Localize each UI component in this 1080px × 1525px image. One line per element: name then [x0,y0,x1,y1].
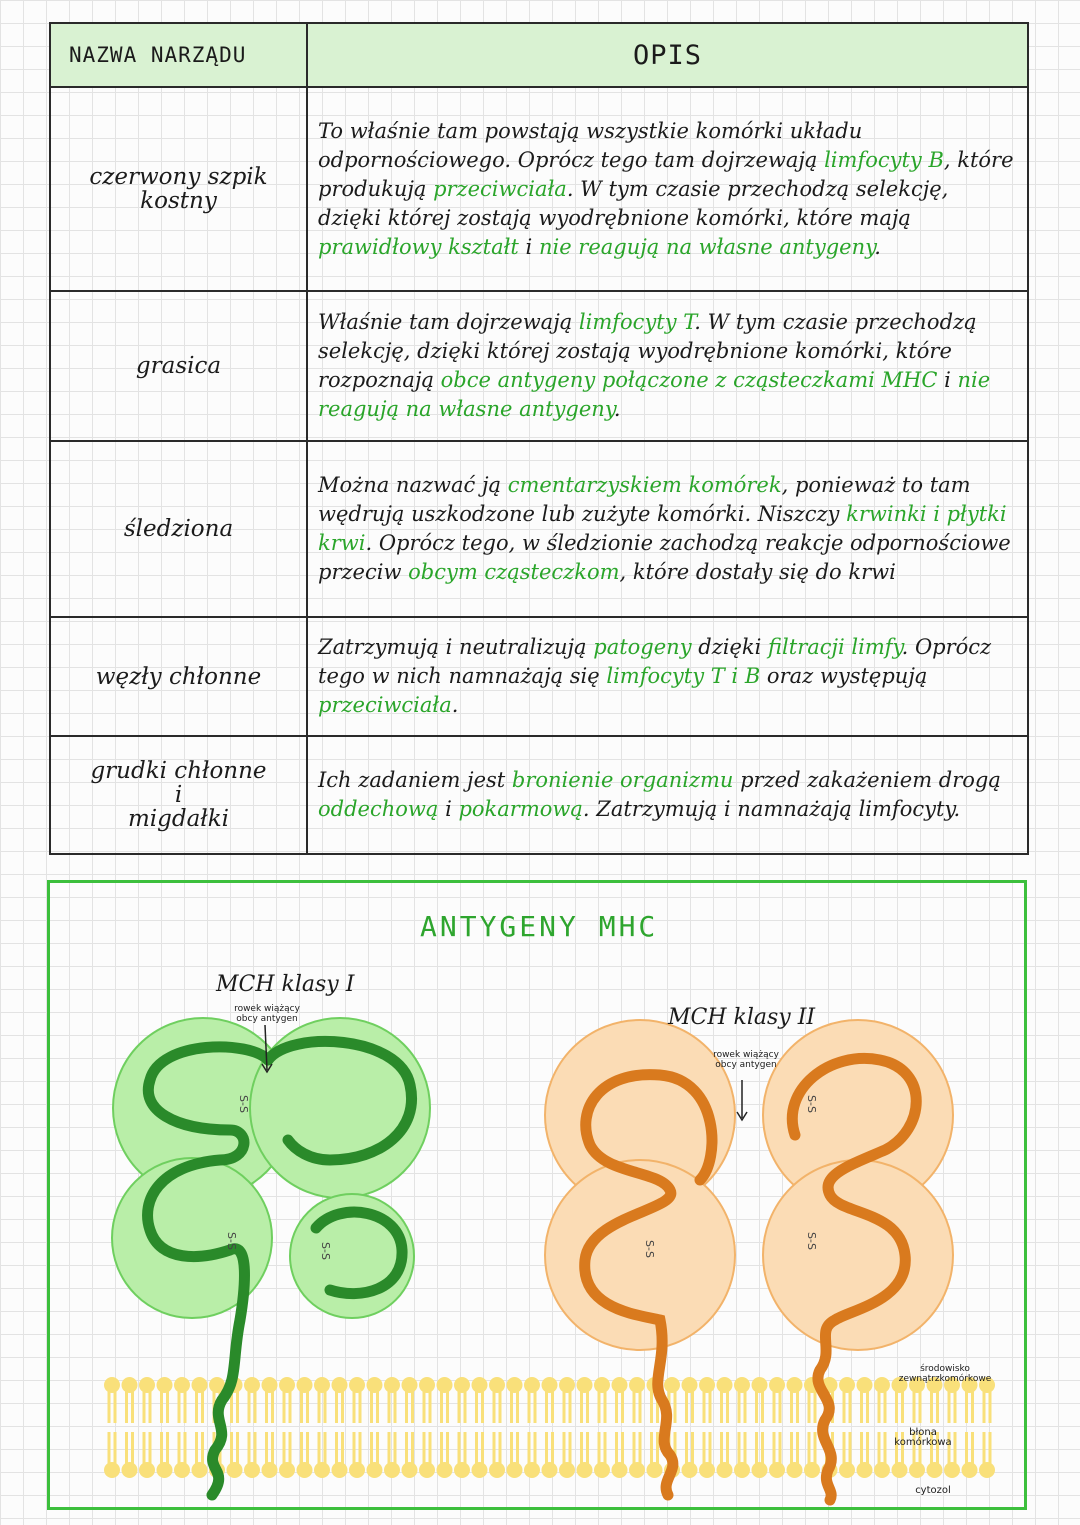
disulfide-bond-label: S-S [805,1095,818,1113]
highlight-term: prawidłowy kształt [318,234,519,259]
lipid-head [944,1462,960,1478]
extracellular-label [890,1364,1000,1384]
lipid-head [647,1462,663,1478]
lipid-head [524,1462,540,1478]
lipid-head [472,1462,488,1478]
lipid-head [699,1377,715,1393]
desc-text: . Zatrzymują i namnażają limfocyty. [582,797,961,821]
lipid-head [297,1462,313,1478]
mhc-title: ANTYGENY MHC [420,910,659,943]
organ-name-line: migdałki [127,806,230,832]
lipid-head [839,1462,855,1478]
lipid-head [174,1377,190,1393]
highlight-term: obcym cząsteczkom [408,560,620,584]
desc-text: , które produkują [318,147,1014,201]
lipid-head [262,1462,278,1478]
lipid-head [157,1377,173,1393]
desc-text: . Oprócz tego, w śledzionie zachodzą reakcje odpornościowe przeciw [318,531,1011,584]
lipid-head [262,1377,278,1393]
membrane-line: komórkowa [894,1437,952,1448]
lipid-head [629,1377,645,1393]
lipid-head [717,1462,733,1478]
lipid-head [559,1377,575,1393]
desc-text: przed zakażeniem drogą [733,768,1001,792]
lipid-head [979,1462,995,1478]
lipid-head [874,1462,890,1478]
mhc1-groove-label [232,1004,302,1024]
organ-name-line: kostny [140,188,217,214]
lipid-head [927,1462,943,1478]
desc-text: dzięki [691,635,769,659]
lipid-head [594,1462,610,1478]
lipid-head [612,1462,628,1478]
desc-text: , które dostały się do krwi [619,560,896,584]
desc-text: . [451,693,459,717]
lipid-head [892,1462,908,1478]
desc-text: . Oprócz tego w nich namnażają się [318,635,992,688]
desc-text: . W tym czasie przechodzą selekcję, dzięki której zostają wyodrębnione komórki, które rozpoznają [318,310,977,392]
lipid-head [139,1462,155,1478]
lipid-head [314,1377,330,1393]
organ-name-line: śledziona [123,516,234,542]
lipid-head [402,1377,418,1393]
cell-membrane [104,1377,995,1478]
organ-name-line: węzły chłonne [95,663,262,690]
lipid-head [349,1377,365,1393]
lipid-head [857,1377,873,1393]
highlight-term: limfocyty T i B [606,664,761,688]
lipid-head [419,1377,435,1393]
lipid-head [367,1377,383,1393]
lipid-head [367,1462,383,1478]
lipid-head [769,1377,785,1393]
disulfide-bond-label: S-S [225,1232,238,1250]
desc-text: . [613,397,621,421]
lipid-head [804,1462,820,1478]
lipid-head [297,1377,313,1393]
lipid-head [717,1377,733,1393]
lipid-head [472,1377,488,1393]
mhc2-groove-line: obcy antygen [715,1060,777,1070]
lipid-head [332,1462,348,1478]
highlight-term: cmentarzyskiem komórek [507,473,782,497]
lipid-head [752,1377,768,1393]
lipid-head [699,1462,715,1478]
lipid-head [489,1462,505,1478]
highlight-term: pokarmową [458,797,583,821]
lipid-head [962,1462,978,1478]
lipid-head [279,1462,295,1478]
lipid-head [104,1377,120,1393]
highlight-term: patogeny [593,635,692,659]
highlight-term: filtracji limfy [768,635,902,659]
desc-text: oraz występują [760,664,928,688]
lipid-head [734,1462,750,1478]
lipid-head [174,1462,190,1478]
header-desc: OPIS [307,23,1028,87]
header-name: NAZWA NARZĄDU [50,23,307,87]
highlight-term: przeciwciała [433,176,567,201]
mhc1-label: MCH klasy I [216,972,355,997]
lipid-head [314,1462,330,1478]
lipid-head [787,1462,803,1478]
highlight-term: bronienie organizmu [511,768,734,792]
lipid-head [244,1377,260,1393]
lipid-head [909,1462,925,1478]
desc-text: i [937,368,958,392]
highlight-term: nie reagują na własne antygeny [538,234,875,259]
highlight-term: nie reagują na własne antygeny [318,368,991,421]
membrane-label [888,1428,958,1448]
lipid-head [839,1377,855,1393]
lipid-head [559,1462,575,1478]
lipid-head [349,1462,365,1478]
lipid-head [384,1377,400,1393]
disulfide-bond-label: S-S [237,1095,250,1113]
desc-text: Ich zadaniem jest [318,768,512,792]
lipid-head [489,1377,505,1393]
lipid-head [122,1377,138,1393]
lipid-head [507,1462,523,1478]
disulfide-bond-label: S-S [805,1232,818,1250]
mhc2-domain [545,1160,735,1350]
desc-text: Zatrzymują i neutralizują [318,635,594,659]
organ-name-line: i [174,782,183,808]
desc-text: i [518,234,539,259]
disulfide-bond-label: S-S [319,1242,332,1260]
lipid-head [157,1462,173,1478]
mhc1-groove-line: rowek wiążący [234,1004,300,1014]
mhc-class-1-molecule [112,1018,430,1495]
lipid-head [524,1377,540,1393]
mhc1-groove-line: obcy antygen [236,1014,298,1024]
highlight-term: przeciwciała [318,693,452,717]
highlight-term: krwinki i płytki krwi [318,502,1007,555]
lipid-head [752,1462,768,1478]
lipid-head [437,1462,453,1478]
lipid-head [437,1377,453,1393]
lipid-head [577,1462,593,1478]
mhc2-groove-label [706,1050,786,1070]
highlight-term: limfocyty T [578,310,695,334]
disulfide-bond-label: S-S [643,1240,656,1258]
lipid-head [874,1377,890,1393]
lipid-head [734,1377,750,1393]
desc-text: , ponieważ to tam wędrują uszkodzone lub zużyte komórki. Niszczy [318,473,971,526]
highlight-term: obce antygeny połączone z cząsteczkami MHC [440,368,938,392]
desc-text: . [874,234,881,259]
membrane-line: błona [909,1427,937,1438]
desc-text: i [438,797,459,821]
lipid-head [122,1462,138,1478]
lipid-head [629,1462,645,1478]
lipid-head [244,1462,260,1478]
lipid-head [192,1377,208,1393]
lipid-head [384,1462,400,1478]
lipid-head [594,1377,610,1393]
lipid-head [454,1462,470,1478]
mhc2-groove-line: rowek wiążący [713,1050,779,1060]
lipid-head [332,1377,348,1393]
cytosol-label: cytozol [915,1485,951,1496]
organ-name-line: czerwony szpik [89,164,268,190]
highlight-term: oddechową [318,797,439,821]
lipid-head [139,1377,155,1393]
desc-text: . W tym czasie przechodzą selekcję, dzięki której zostają wyodrębnione komórki, które mają [318,176,949,230]
desc-text: To właśnie tam powstają wszystkie komórki układu odpornościowego. Oprócz tego tam dojrzewają [318,118,863,172]
lipid-head [682,1462,698,1478]
highlight-term: limfocyty B [824,147,944,172]
lipid-head [857,1462,873,1478]
organ-name-line: grasica [135,353,222,379]
desc-text: Właśnie tam dojrzewają [318,310,579,334]
lipid-head [769,1462,785,1478]
extracellular-line: środowisko [920,1364,970,1374]
lipid-head [227,1462,243,1478]
lipid-head [664,1377,680,1393]
lipid-head [612,1377,628,1393]
extracellular-line: zewnątrzkomórkowe [898,1374,992,1384]
lipid-head [192,1462,208,1478]
lipid-head [507,1377,523,1393]
lipid-head [787,1377,803,1393]
lipid-head [682,1377,698,1393]
desc-text: Można nazwać ją [318,473,508,497]
lipid-head [577,1377,593,1393]
mhc2-label: MCH klasy II [668,1005,816,1030]
lipid-head [419,1462,435,1478]
lipid-head [542,1377,558,1393]
lipid-head [402,1462,418,1478]
organ-name-line: grudki chłonne [90,758,267,784]
lipid-head [542,1462,558,1478]
mhc2-domain [763,1160,953,1350]
lipid-head [104,1462,120,1478]
lipid-head [454,1377,470,1393]
lipid-head [279,1377,295,1393]
